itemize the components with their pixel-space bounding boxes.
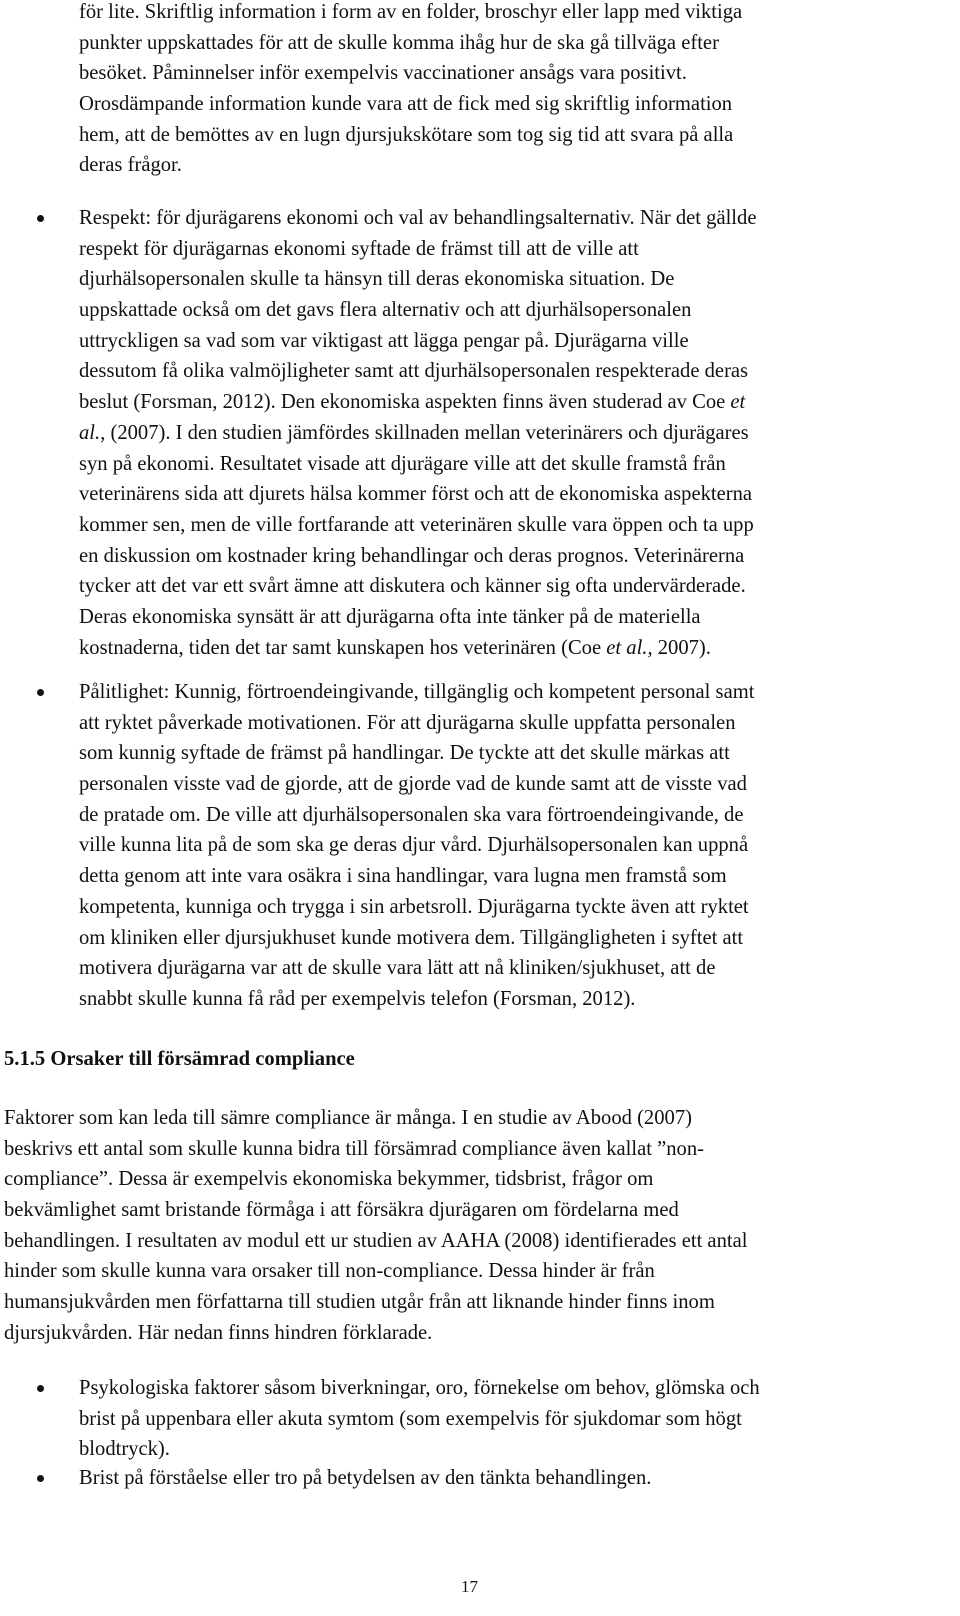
text-line: detta genom att inte vara osäkra i sina handlingar, vara lugna men framstå som [79, 865, 727, 888]
text-line: dessutom få olika valmöjligheter samt att djurhälsopersonalen respekterade deras [79, 360, 749, 383]
text-line: djursjukvården. Här nedan finns hindren förklarade. [4, 1321, 433, 1344]
text-line: Pålitlighet: Kunnig, förtroendeingivande, tillgänglig och kompetent personal samt [79, 681, 755, 703]
text-run: 2007). [652, 636, 711, 659]
text-run: , (2007). I den studien jämfördes skillnaden mellan veterinärers och djurägares [100, 421, 749, 444]
text-line: motivera djurägarna var att de skulle vara lätt att nå kliniken/sjukhuset, att de [79, 957, 716, 980]
text-line: som kunnig syftade de främst på handlingar. De tyckte att det skulle märkas att [79, 742, 730, 765]
bullet-respekt-paragraph [79, 203, 756, 663]
text-line: humansjukvården men författarna till studien utgår från att liknande hinder finns inom [4, 1291, 715, 1314]
text-line: att ryktet påverkade motivationen. För att djurägarna skulle uppfatta personalen [79, 711, 736, 734]
bullet-marker [37, 1385, 44, 1392]
section-heading: 5.1.5 Orsaker till försämrad compliance [4, 1048, 355, 1070]
text-line: respekt för djurägarnas ekonomi syftade de främst till att de ville att [79, 237, 639, 260]
text-line: Psykologiska faktorer såsom biverkningar, oro, förnekelse om behov, glömska och [79, 1377, 760, 1399]
italic-text: et al., [606, 636, 653, 659]
text-line: en diskussion om kostnader kring behandlingar och deras prognos. Veterinärerna [79, 544, 745, 567]
text-line: personalen visste vad de gjorde, att de gjorde vad de kunde samt att de visste vad [79, 773, 747, 796]
text-line: Faktorer som kan leda till sämre compliance är många. I en studie av Abood (2007) [4, 1107, 692, 1129]
text-line: bekvämlighet samt bristande förmåga i att försäkra djurägaren om fördelarna med [4, 1199, 679, 1222]
text-line: för lite. Skriftlig information i form av en folder, broschyr eller lapp med viktiga [79, 1, 743, 23]
text-line: uttryckligen sa vad som var viktigast att lägga pengar på. Djurägarna ville [79, 329, 689, 352]
bullet-marker [37, 215, 44, 222]
text-line [79, 387, 756, 418]
text-line: compliance”. Dessa är exempelvis ekonomiska bekymmer, tidsbrist, frågor om [4, 1168, 654, 1191]
text-line: snabbt skulle kunna få råd per exempelvis telefon (Forsman, 2012). [79, 987, 636, 1010]
text-line: punkter uppskattades för att de skulle komma ihåg hur de ska gå tillväga efter [79, 31, 719, 54]
text-line [79, 633, 756, 664]
text-line: beskrivs ett antal som skulle kunna bidra till försämrad compliance även kallat ”non- [4, 1137, 704, 1160]
text-line [79, 418, 756, 449]
bullet-marker [37, 689, 44, 696]
text-run: beslut (Forsman, 2012). Den ekonomiska aspekten finns även studerad av Coe [79, 391, 731, 414]
continuation-paragraph [79, 0, 742, 181]
text-line: syn på ekonomi. Resultatet visade att djurägare ville att det skulle framstå från [79, 452, 726, 475]
text-line: tycker att det var ett svårt ämne att diskutera och känner sig ofta undervärderade. [79, 575, 746, 598]
text-run: kostnaderna, tiden det tar samt kunskapen hos veterinären (Coe [79, 636, 607, 659]
bullet-brist-paragraph [79, 1463, 651, 1494]
text-line: ville kunna lita på de som ska ge deras djur vård. Djurhälsopersonalen kan uppnå [79, 834, 749, 857]
text-line: Deras ekonomiska synsätt är att djurägarna ofta inte tänker på de materiella [79, 605, 701, 628]
text-line: kommer sen, men de ville fortfarande att veterinären skulle vara öppen och ta upp [79, 513, 754, 536]
bullet-psykologiska-paragraph [79, 1373, 760, 1465]
text-line: kompetenta, kunniga och trygga i sin arbetsroll. Djurägarna tyckte även att ryktet [79, 895, 749, 918]
page-number: 17 [461, 1577, 478, 1596]
text-line: om kliniken eller djursjukhuset kunde motivera dem. Tillgängligheten i syftet att [79, 926, 744, 949]
text-line: brist på uppenbara eller akuta symtom (som exempelvis för sjukdomar som högt [79, 1407, 742, 1430]
bullet-marker [37, 1475, 44, 1482]
text-line: behandlingen. I resultaten av modul ett ur studien av AAHA (2008) identifierades ett antal [4, 1229, 748, 1252]
text-line: blodtryck). [79, 1438, 170, 1461]
bullet-palitlighet-paragraph [79, 677, 754, 1015]
section-paragraph [4, 1103, 747, 1349]
text-line: veterinärens sida att djurets hälsa kommer först och att de ekonomiska aspekterna [79, 483, 753, 506]
text-line: Respekt: för djurägarens ekonomi och val av behandlingsalternativ. När det gällde [79, 207, 757, 229]
text-line: besöket. Påminnelser inför exempelvis vaccinationer ansågs vara positivt. [79, 62, 687, 85]
text-line: de pratade om. De ville att djurhälsopersonalen ska vara förtroendeingivande, de [79, 803, 744, 826]
text-line: hem, att de bemöttes av en lugn djursjukskötare som tog sig tid att svara på alla [79, 123, 734, 146]
text-line: uppskattade också om det gavs flera alternativ och att djurhälsopersonalen [79, 299, 692, 322]
text-line: hinder som skulle kunna vara orsaker till non-compliance. Dessa hinder är från [4, 1260, 655, 1283]
text-line: djurhälsopersonalen skulle ta hänsyn till deras ekonomiska situation. De [79, 268, 675, 291]
text-line: deras frågor. [79, 154, 182, 177]
italic-text: al. [79, 421, 101, 444]
italic-text: et [730, 391, 746, 414]
text-line: Brist på förståelse eller tro på betydelsen av den tänkta behandlingen. [79, 1467, 652, 1489]
text-line: Orosdämpande information kunde vara att de fick med sig skriftlig information [79, 93, 733, 116]
